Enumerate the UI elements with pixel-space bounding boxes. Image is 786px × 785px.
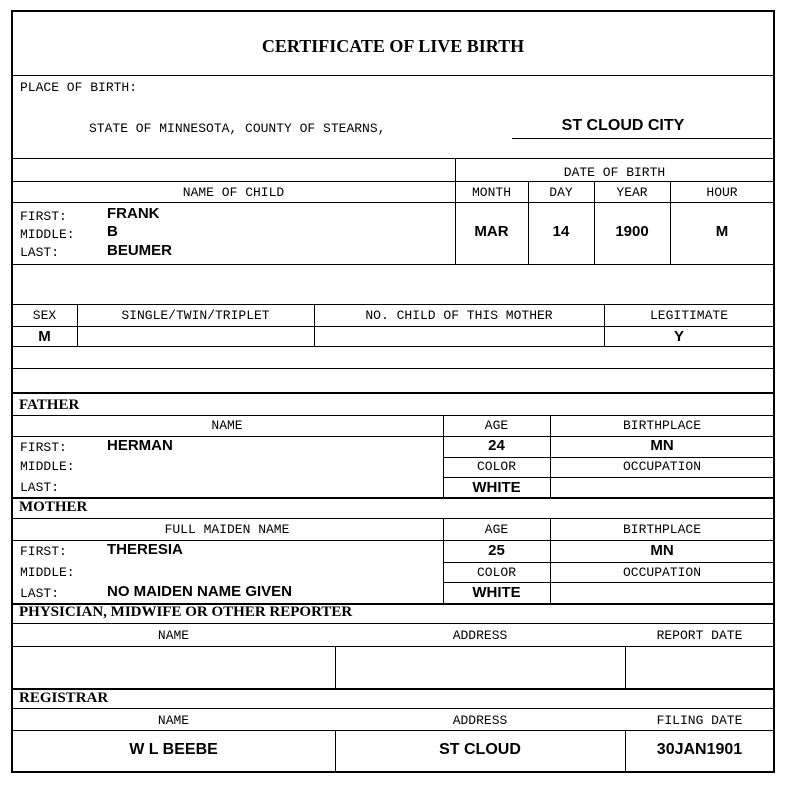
divider — [625, 646, 626, 688]
day-header: DAY — [549, 185, 573, 200]
child-number-header: NO. CHILD OF THIS MOTHER — [365, 308, 553, 323]
father-birthplace: MN — [650, 437, 674, 454]
mother-first-name: THERESIA — [107, 541, 183, 558]
father-color: WHITE — [472, 479, 521, 496]
legitimate-header: LEGITIMATE — [649, 308, 728, 323]
child-middle-label: MIDDLE: — [20, 227, 75, 242]
divider — [12, 346, 774, 347]
mother-age: 25 — [488, 542, 505, 559]
registrar-address-header: ADDRESS — [452, 713, 508, 728]
divider — [12, 415, 774, 416]
mother-section-title: MOTHER — [19, 499, 88, 515]
child-middle-name: B — [107, 223, 118, 240]
father-section-title: FATHER — [19, 397, 80, 413]
divider — [12, 708, 774, 709]
mother-color: WHITE — [472, 584, 521, 601]
mother-name-header: FULL MAIDEN NAME — [164, 522, 290, 537]
divider — [314, 304, 315, 346]
state-county-text: STATE OF MINNESOTA, COUNTY OF STEARNS, — [89, 121, 386, 136]
birth-year: 1900 — [615, 223, 649, 240]
birth-month: MAR — [474, 223, 509, 240]
divider — [12, 368, 774, 369]
divider — [594, 181, 595, 264]
father-name-header: NAME — [211, 418, 243, 433]
divider — [12, 730, 774, 731]
child-last-name: BEUMER — [107, 242, 173, 259]
child-last-label: LAST: — [20, 245, 60, 260]
divider — [443, 457, 774, 458]
mother-birthplace-header: BIRTHPLACE — [622, 522, 701, 537]
divider — [12, 518, 774, 519]
divider — [443, 562, 774, 563]
month-header: MONTH — [471, 185, 511, 200]
thick-divider — [12, 392, 774, 394]
divider — [12, 623, 774, 624]
report-date-header: REPORT DATE — [656, 628, 743, 643]
divider — [77, 304, 78, 346]
divider — [12, 75, 774, 76]
divider — [335, 646, 336, 688]
birth-hour: M — [715, 223, 729, 240]
child-first-name: FRANK — [107, 205, 160, 222]
father-birthplace-header: BIRTHPLACE — [622, 418, 701, 433]
sex-header: SEX — [32, 308, 57, 323]
filing-date-header: FILING DATE — [656, 713, 743, 728]
divider — [12, 181, 774, 182]
divider — [550, 415, 551, 498]
divider — [12, 304, 774, 305]
sex-value: M — [38, 328, 51, 345]
father-middle-label: MIDDLE: — [20, 459, 75, 474]
divider — [12, 264, 774, 265]
father-first-name: HERMAN — [107, 437, 173, 454]
divider — [670, 181, 671, 264]
divider — [12, 158, 774, 159]
thick-divider — [12, 497, 774, 499]
divider — [455, 158, 456, 264]
divider — [443, 477, 774, 478]
place-of-birth-label: PLACE OF BIRTH: — [20, 80, 138, 95]
father-age-header: AGE — [484, 418, 509, 433]
mother-occupation-header: OCCUPATION — [622, 565, 701, 580]
plurality-header: SINGLE/TWIN/TRIPLET — [121, 308, 270, 323]
certificate-title: CERTIFICATE OF LIVE BIRTH — [261, 36, 525, 56]
mother-first-label: FIRST: — [20, 544, 67, 559]
father-occupation-header: OCCUPATION — [622, 459, 701, 474]
father-age: 24 — [488, 437, 505, 454]
registrar-section-title: REGISTRAR — [19, 690, 109, 706]
mother-middle-label: MIDDLE: — [20, 565, 75, 580]
name-of-child-header: NAME OF CHILD — [182, 185, 285, 200]
city-underline — [512, 138, 772, 139]
birth-city: ST CLOUD CITY — [561, 117, 685, 134]
divider — [443, 582, 774, 583]
mother-birthplace: MN — [650, 542, 674, 559]
registrar-name: W L BEEBE — [129, 741, 218, 758]
hour-header: HOUR — [706, 185, 738, 200]
child-first-label: FIRST: — [20, 209, 67, 224]
physician-address-header: ADDRESS — [452, 628, 508, 643]
legitimate-value: Y — [673, 328, 684, 345]
divider — [12, 202, 774, 203]
divider — [550, 518, 551, 603]
thick-divider — [12, 688, 774, 690]
father-last-label: LAST: — [20, 480, 60, 495]
divider — [443, 415, 444, 498]
mother-color-header: COLOR — [476, 565, 516, 580]
registrar-address: ST CLOUD — [439, 741, 521, 758]
divider — [528, 181, 529, 264]
physician-name-header: NAME — [157, 628, 190, 643]
birth-day: 14 — [552, 223, 570, 240]
divider — [12, 326, 774, 327]
filing-date: 30JAN1901 — [656, 741, 743, 758]
year-header: YEAR — [616, 185, 648, 200]
mother-last-label: LAST: — [20, 586, 60, 601]
date-of-birth-header: DATE OF BIRTH — [563, 165, 666, 180]
divider — [12, 646, 774, 647]
father-first-label: FIRST: — [20, 440, 67, 455]
registrar-name-header: NAME — [157, 713, 190, 728]
mother-age-header: AGE — [484, 522, 509, 537]
mother-last-name: NO MAIDEN NAME GIVEN — [107, 583, 293, 600]
divider — [443, 518, 444, 603]
divider — [604, 304, 605, 346]
father-color-header: COLOR — [476, 459, 516, 474]
physician-section-title: PHYSICIAN, MIDWIFE OR OTHER REPORTER — [19, 604, 353, 620]
